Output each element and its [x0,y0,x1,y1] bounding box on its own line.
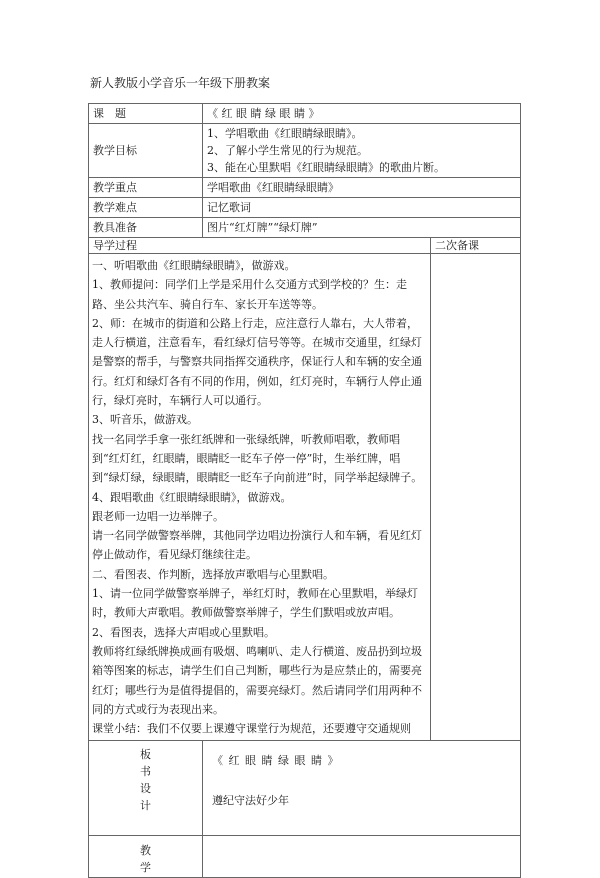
goals-label: 教学目标 [89,124,203,178]
process-label: 导学过程 [89,238,431,254]
board-label-char: 计 [140,799,151,813]
topic-value: 《 红 眼 睛 绿 眼 睛 》 [203,104,521,124]
goal-item: 1、学唱歌曲《红眼睛绿眼睛》。 [207,127,363,140]
document-title: 新人教版小学音乐一年级下册教案 [90,76,271,90]
process-body [89,254,431,741]
process-row [89,254,521,741]
process-paragraph: 一、听唱歌曲《红眼睛绿眼睛》，做游戏。 [92,259,296,272]
difficulty-label: 教学难点 [89,198,203,218]
process-header-row [89,238,521,254]
difficulty-value: 记忆歌词 [203,198,521,218]
topic-row [89,104,521,124]
process-paragraph: 找一名同学手拿一张红纸牌和一张绿纸牌，听教师唱歌，教师唱到“红灯红，红眼睛，眼睛眨一眨车子停一停”时，生举红牌，唱到“绿灯绿，绿眼睛，眼睛眨一眨车子向前进”时，同学举起绿牌子。 [92,432,423,485]
board-label-char: 书 [140,765,151,779]
goal-item: 3、能在心里默唱《红眼睛绿眼睛》的歌曲片断。 [207,161,445,174]
board-design-row [89,741,521,836]
process-paragraph: 教师将红绿纸牌换成画有吸烟、鸣喇叭、走人行横道、废品扔到垃圾箱等图案的标志，请学生们自己判断，哪些行为是应禁止的，需要亮红灯；哪些行为是值得提倡的，需要亮绿灯。然后请同学们用两种不同的方式或行为表现出来。 [92,644,422,716]
process-paragraph: 2、师：在城市的街道和公路上行走，应注意行人靠右，大人带着，走人行横道，注意看车，看红绿灯信号等等。在城市交通里，红绿灯是警察的帮手，与警察共同指挥交通秩序，保证行人和车辆的安全通行。红灯和绿灯各有不同的作用，例如，红灯亮时，车辆行人停止通行，绿灯亮时，车辆行人可以通行。 [92,316,422,408]
teaching-cell [203,836,521,878]
prep-row [89,218,521,238]
process-paragraph: 3、听音乐，做游戏。 [92,413,198,427]
process-paragraph: 2、看图表，选择大声唱或心里默唱。 [92,625,275,639]
prep-value: 图片“红灯牌”“绿灯牌” [203,218,521,238]
second-prep-cell [431,254,521,741]
process-paragraph: 1、请一位同学做警察举牌子，举红灯时，教师在心里默唱，举绿灯时，教师大声歌唱。教师做警察举牌子，学生们默唱或放声唱。 [92,587,418,620]
process-paragraph: 跟老师一边唱一边举牌子。 [92,509,224,523]
prep-label: 教具准备 [89,218,203,238]
teaching-label-char: 学 [140,861,151,875]
process-paragraph: 二、看图表、作判断，选择放声歌唱与心里默唱。 [92,567,334,581]
goal-item: 2、了解小学生常见的行为规范。 [207,144,368,157]
difficulty-row [89,198,521,218]
goals-row [89,124,521,178]
process-paragraph: 课堂小结：我们不仅要上课遵守课堂行为规范，还要遵守交通规则 [92,722,411,736]
process-paragraph: 请一名同学做警察举牌，其他同学边唱边扮演行人和车辆，看见红灯停止做动作，看见绿灯继续往走。 [92,529,422,562]
key-point-row [89,178,521,198]
teaching-label [89,836,203,878]
board-label-char: 板 [140,748,151,762]
teaching-label-char: 教 [140,844,151,858]
board-design-cell [203,741,521,836]
board-motto: 遵纪守法好少年 [212,794,289,808]
board-design-label [89,741,203,836]
board-label-char: 设 [140,782,151,796]
key-point-value: 学唱歌曲《红眼睛绿眼睛》 [203,178,521,198]
goals-list [203,124,521,178]
board-title: 《 红 眼 睛 绿 眼 睛 》 [212,754,340,768]
teaching-row [89,836,521,878]
key-point-label: 教学重点 [89,178,203,198]
lesson-plan-table [88,103,521,878]
process-paragraph: 1、教师提问：同学们上学是采用什么交通方式到学校的？生：走路、坐公共汽车、骑自行车、家长开车送等等。 [92,278,407,311]
second-prep-label: 二次备课 [431,238,521,254]
topic-label: 课 题 [89,104,203,124]
process-paragraph: 4、跟唱歌曲《红眼睛绿眼睛》，做游戏。 [92,490,292,504]
